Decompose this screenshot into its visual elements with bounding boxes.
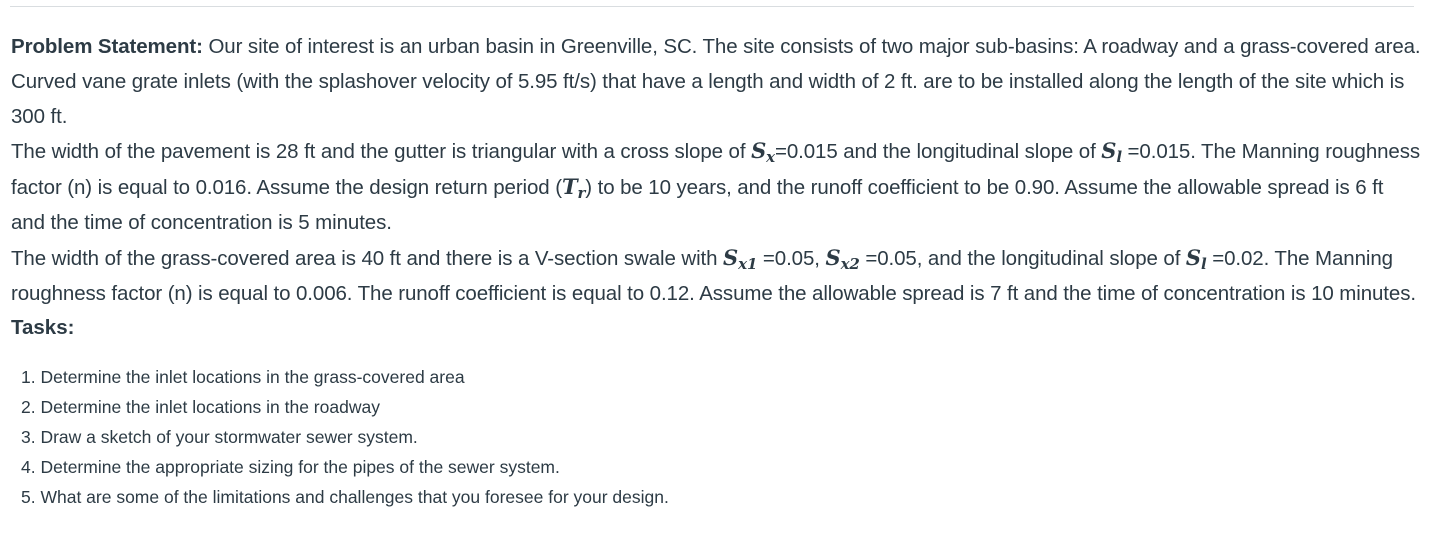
math-sl <box>1101 138 1122 167</box>
math-sx1-sub: x1 <box>738 254 758 273</box>
task-item: 5. What are some of the limitations and challenges that you foresee for your design. <box>21 487 669 508</box>
math-sx <box>751 138 775 167</box>
math-sx2-base: S <box>825 244 841 270</box>
math-sx-base: S <box>751 138 767 164</box>
math-sx2 <box>825 244 860 273</box>
math-sl-sub: l <box>1116 148 1122 167</box>
math-tr-sub: r <box>577 184 586 203</box>
problem-content <box>11 30 1421 512</box>
problem-paragraph-grass <box>11 241 1421 312</box>
grass-text-4: =0.02. The Manning roughness factor (n) is equal to 0.006. The runoff coefficient is equal to 0.12. Assume the allowable spread is 7 ft and the time of concentration is 10 minutes. <box>11 246 1416 305</box>
math-tr <box>561 174 586 203</box>
problem-statement-label: Problem Statement: <box>11 35 203 58</box>
math-sx1 <box>723 244 758 273</box>
math-sx-sub: x <box>766 148 775 167</box>
task-item: 1. Determine the inlet locations in the grass-covered area <box>21 367 465 388</box>
task-list <box>11 362 1421 512</box>
top-divider <box>10 6 1414 7</box>
math-sx2-sub: x2 <box>840 254 860 273</box>
grass-text-1: The width of the grass-covered area is 40 ft and there is a V-section swale with <box>11 246 724 270</box>
roadway-text-3: =0.015. The Manning roughness factor (n) is equal to 0.016. Assume the design return period ( <box>11 140 1421 200</box>
problem-paragraph-intro <box>11 30 1421 134</box>
math-sl-grass-base: S <box>1185 244 1201 270</box>
problem-paragraph-roadway <box>11 134 1421 240</box>
task-item: 4. Determine the appropriate sizing for the pipes of the sewer system. <box>21 457 560 478</box>
grass-text-3: =0.05, and the longitudinal slope of <box>859 246 1186 270</box>
intro-text: Our site of interest is an urban basin in Greenville, SC. The site consists of two major sub-basins: A roadway and a grass-covered area. Curved vane grate inlets (with the splashover velocity of 5.95 ft/s) that have a length and width of 2 ft. are to be installed along the length of the site which is 300 ft. <box>11 35 1421 128</box>
roadway-text-2: =0.015 and the longitudinal slope of <box>774 140 1102 164</box>
math-sx1-base: S <box>723 244 739 270</box>
tasks-heading: Tasks: <box>11 316 75 340</box>
math-sl-grass-sub: l <box>1201 254 1207 273</box>
task-item: 3. Draw a sketch of your stormwater sewer system. <box>21 427 418 448</box>
math-sl-base: S <box>1101 138 1117 164</box>
math-tr-base: T <box>561 174 578 200</box>
roadway-text-4: ) to be 10 years, and the runoff coefficient to be 0.90. Assume the allowable spread is 6 ft and the time of concentration is 5 minutes. <box>11 176 1384 234</box>
roadway-text-1: The width of the pavement is 28 ft and the gutter is triangular with a cross slope of <box>11 140 752 164</box>
grass-text-2: =0.05, <box>757 246 826 270</box>
task-item: 2. Determine the inlet locations in the roadway <box>21 397 380 418</box>
math-sl-grass <box>1185 244 1207 273</box>
